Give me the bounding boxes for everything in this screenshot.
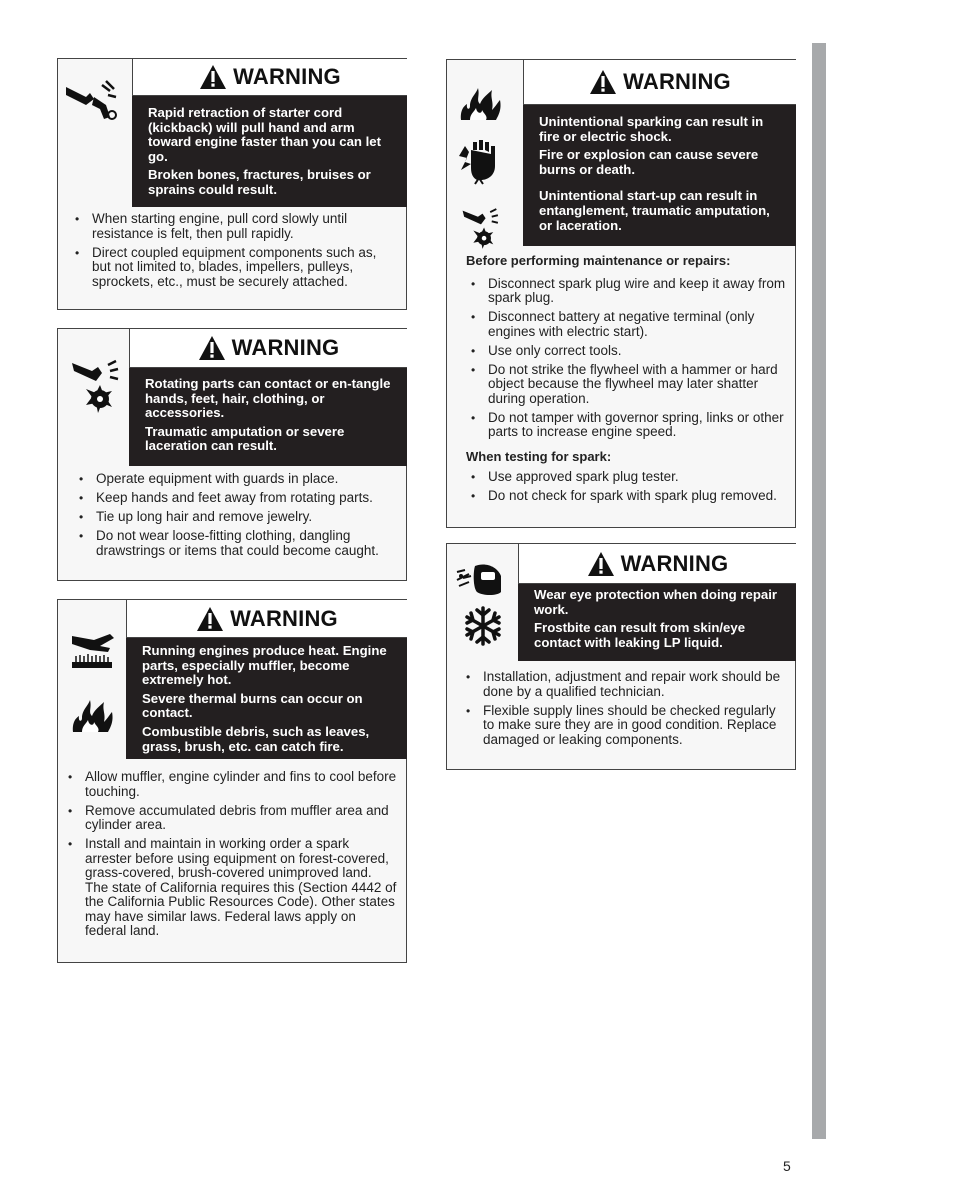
warning-header	[518, 544, 796, 584]
warning-box-heat	[57, 599, 407, 963]
hazard-text: Unintentional start-up can result in entanglement, traumatic amputation, or laceration.	[539, 188, 770, 233]
electric-shock-hand-icon	[457, 140, 497, 195]
warning-title: WARNING	[231, 335, 340, 360]
section-heading: When testing for spark:	[466, 448, 612, 464]
warning-box-kickback	[57, 58, 407, 310]
list-item: • Tie up long hair and remove jewelry.	[74, 510, 400, 525]
warning-box-eye-protection	[446, 543, 796, 770]
hazard-text: Running engines produce heat. Engine parts, especially muffler, become extremely hot.	[142, 643, 387, 688]
fire-icon	[70, 692, 116, 739]
hazard-text: Combustible debris, such as leaves, grass, brush, etc. can catch fire.	[142, 723, 370, 754]
warning-triangle-icon	[198, 335, 226, 361]
hazard-text: Rapid retraction of starter cord (kickback) will pull hand and arm toward engine faster than you can let go.	[148, 105, 382, 164]
list-item: • Install and maintain in working order a spark arrester before using equipment on forest-covered, grass-covered, brush-covered unimproved land. The state of California requires this (Section 4442 of the California Public Resources Code). Other states may have similar laws. Federal laws apply on federal land.	[63, 837, 398, 939]
hazard-panel	[518, 584, 796, 661]
list-item: • When starting engine, pull cord slowly until resistance is felt, then pull rapidly.	[70, 212, 395, 241]
list-item: • Keep hands and feet away from rotating parts.	[74, 491, 400, 506]
warning-triangle-icon	[587, 551, 615, 577]
warning-triangle-icon	[589, 69, 617, 95]
hazard-text: Broken bones, fractures, bruises or sprains could result.	[148, 167, 371, 197]
list-item: • Do not check for spark with spark plug removed.	[466, 489, 788, 504]
warning-header	[523, 60, 796, 105]
frostbite-snowflake-icon	[464, 606, 502, 651]
hazard-text: Severe thermal burns can occur on contact.	[142, 690, 363, 721]
warning-title: WARNING	[233, 64, 341, 89]
hazard-text: Unintentional sparking can result in fire or electric shock.	[539, 114, 764, 144]
precaution-list	[466, 254, 788, 509]
hazard-panel	[126, 638, 407, 759]
hand-entanglement-icon	[459, 206, 503, 257]
list-item: • Do not wear loose-fitting clothing, dangling drawstrings or items that could become caught.	[74, 529, 400, 558]
list-item: • Do not strike the flywheel with a hammer or hard object because the flywheel may later shatter during operation.	[466, 363, 788, 407]
warning-title: WARNING	[623, 69, 731, 94]
hazard-text: Fire or explosion can cause severe burns or death.	[539, 147, 759, 177]
hazard-panel	[129, 368, 407, 466]
hand-entanglement-icon	[72, 357, 120, 422]
list-item: • Do not tamper with governor spring, links or other parts to increase engine speed.	[466, 411, 788, 440]
precaution-list	[70, 212, 395, 294]
precaution-list	[74, 472, 400, 563]
hazard-text: Frostbite can result from skin/eye contact with leaking LP liquid.	[534, 620, 746, 650]
list-item: • Disconnect battery at negative terminal (only engines with electric start).	[466, 310, 788, 339]
fire-icon	[457, 80, 505, 127]
list-item: • Flexible supply lines should be checked regularly to make sure they are in good condition. Replace damaged or leaking components.	[461, 704, 781, 748]
page-edge-bar	[812, 43, 826, 1139]
kickback-hand-icon	[64, 75, 124, 130]
precaution-list	[461, 670, 781, 752]
hazard-text: Traumatic amputation or severe laceration can result.	[145, 423, 345, 454]
hazard-text: Rotating parts can contact or en-tangle hands, feet, hair, clothing, or accessories.	[145, 376, 391, 421]
list-item: • Use only correct tools.	[466, 344, 788, 359]
warning-header	[129, 329, 407, 368]
hazard-text: Wear eye protection when doing repair work.	[534, 587, 778, 617]
warning-triangle-icon	[196, 606, 224, 632]
list-item: • Operate equipment with guards in place.	[74, 472, 400, 487]
list-item: • Installation, adjustment and repair work should be done by a qualified technician.	[461, 670, 781, 699]
section-heading: Before performing maintenance or repairs:	[466, 253, 731, 268]
warning-box-sparking	[446, 59, 796, 528]
hazard-panel	[132, 96, 407, 207]
page-number: 5	[783, 1158, 791, 1174]
warning-triangle-icon	[199, 64, 227, 90]
list-item: • Allow muffler, engine cylinder and fins to cool before touching.	[63, 770, 398, 799]
list-item: • Use approved spark plug tester.	[466, 470, 788, 485]
precaution-list	[63, 770, 398, 943]
list-item: • Remove accumulated debris from muffler area and cylinder area.	[63, 804, 398, 833]
warning-title: WARNING	[230, 605, 338, 631]
warning-header	[126, 600, 407, 638]
list-item: • Disconnect spark plug wire and keep it away from spark plug.	[466, 277, 788, 306]
eye-protection-icon	[455, 562, 503, 603]
warning-box-rotating-parts	[57, 328, 407, 581]
hazard-panel	[523, 105, 796, 246]
warning-header	[132, 59, 407, 96]
list-item: • Direct coupled equipment components such as, but not limited to, blades, impellers, pulleys, sprockets, etc., must be securely attached.	[70, 246, 395, 290]
warning-title: WARNING	[620, 550, 729, 576]
hot-surface-hand-icon	[70, 630, 116, 675]
